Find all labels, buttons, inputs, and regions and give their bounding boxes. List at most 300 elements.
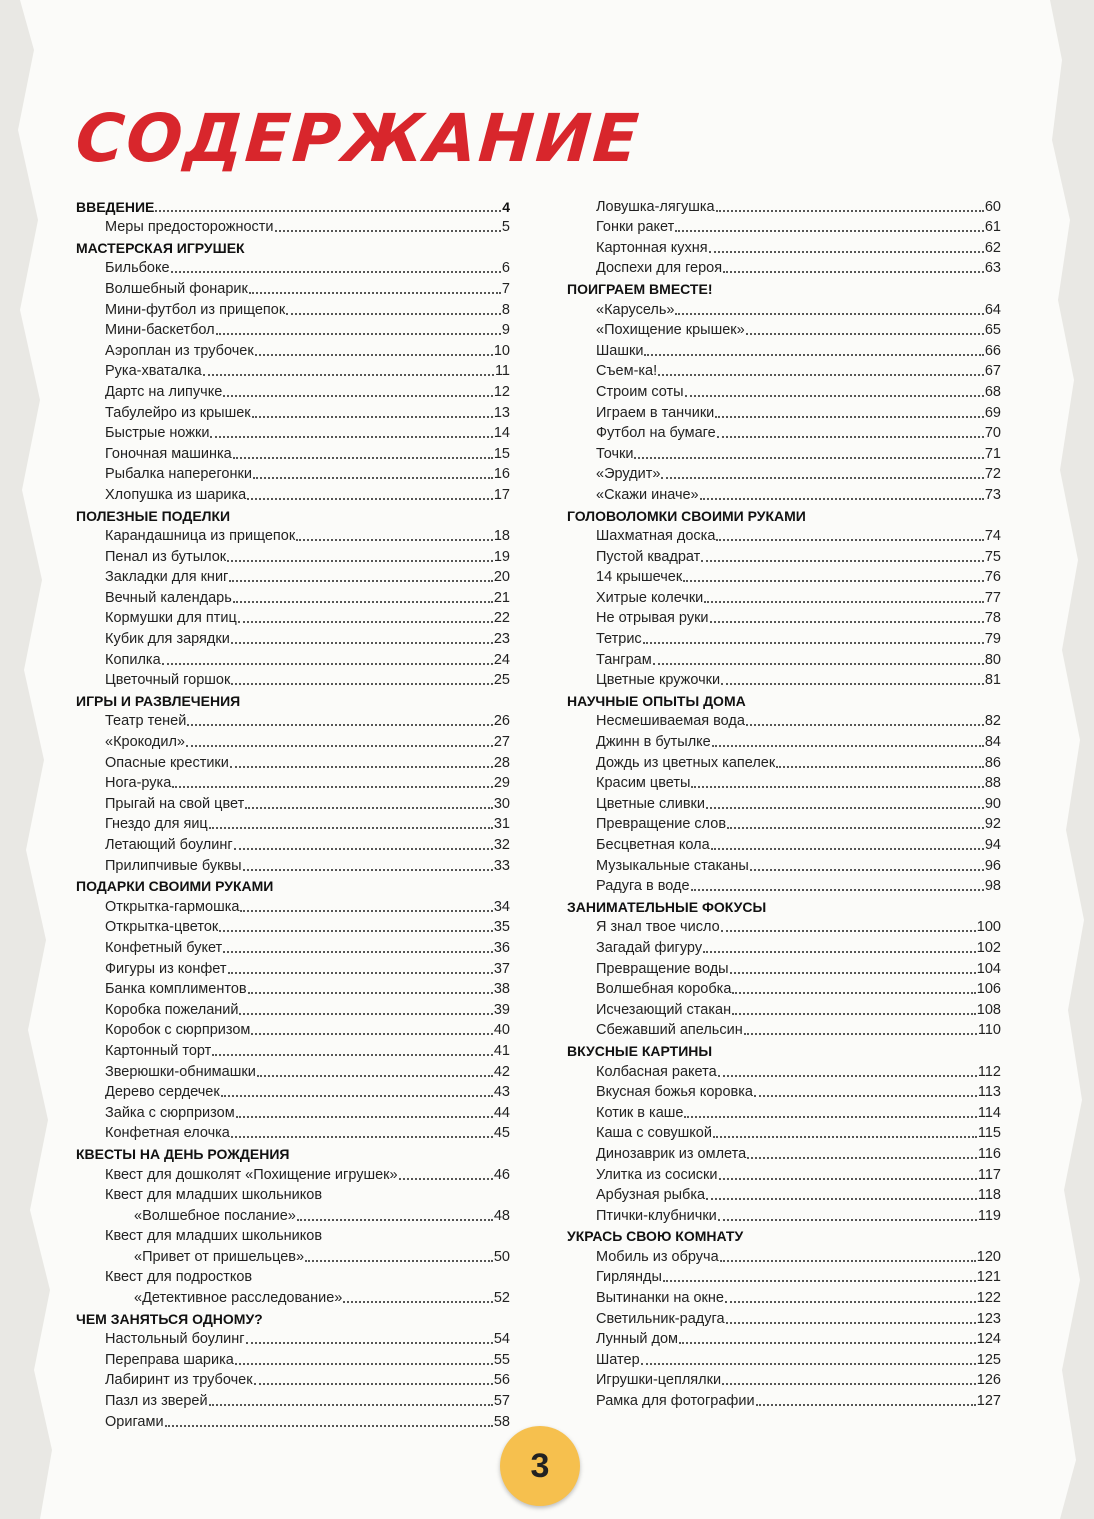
toc-entry-label: Копилка (105, 651, 161, 668)
dot-leader (776, 766, 984, 768)
dot-leader (399, 1178, 493, 1180)
toc-entry-label: Коробок с сюрпризом (105, 1022, 251, 1039)
dot-leader (722, 1383, 976, 1385)
toc-entry-label: Театр теней (105, 713, 187, 730)
dot-leader (683, 580, 984, 582)
toc-entry-label: Фигуры из конфет (105, 960, 227, 977)
dot-leader (286, 313, 501, 315)
dot-leader (747, 1157, 977, 1159)
toc-entry (76, 318, 510, 339)
dot-leader (727, 827, 984, 829)
toc-entry-label: ПОИГРАЕМ ВМЕСТЕ! (567, 280, 713, 297)
dot-leader (209, 827, 493, 829)
toc-entry-page: 46 (493, 1166, 510, 1183)
dot-leader (704, 601, 984, 603)
toc-entry-label: Вкусная божья коровка (596, 1084, 753, 1101)
toc-entry (567, 1327, 1001, 1348)
toc-entry-label: Дерево сердечек (105, 1084, 220, 1101)
dot-leader (710, 621, 984, 623)
toc-entry-label: Переправа шарика (105, 1351, 234, 1368)
toc-entry-label: Дождь из цветных капелек (596, 754, 776, 771)
dot-leader (754, 1095, 977, 1097)
toc-entry (567, 668, 1001, 689)
toc-entry-label: Рамка для фотографии (596, 1393, 755, 1410)
toc-entry (567, 462, 1001, 483)
dot-leader (643, 642, 984, 644)
toc-section-heading (567, 894, 1001, 915)
toc-entry-page: 24 (493, 651, 510, 668)
toc-entry-page: 30 (493, 795, 510, 812)
toc-entry-page: 102 (976, 939, 1001, 956)
toc-entry-label: Футбол на бумаге (596, 425, 716, 442)
toc-entry-page: 12 (493, 383, 510, 400)
toc-entry-page: 79 (984, 631, 1001, 648)
toc-entry-label: Мини-баскетбол (105, 322, 215, 339)
toc-entry-label: Пустой квадрат (596, 548, 701, 565)
toc-entry (567, 606, 1001, 627)
toc-entry-page: 125 (976, 1351, 1001, 1368)
dot-leader (210, 436, 492, 438)
toc-entry-page: 113 (977, 1084, 1001, 1101)
toc-entry-page: 65 (984, 322, 1001, 339)
dot-leader (703, 951, 976, 953)
toc-entry-label: Шашки (596, 342, 644, 359)
toc-entry (76, 956, 510, 977)
toc-entry-page: 44 (493, 1104, 510, 1121)
toc-entry (76, 441, 510, 462)
toc-entry-label: Картонная кухня (596, 239, 708, 256)
toc-entry-label: Превращение воды (596, 960, 729, 977)
dot-leader (675, 313, 983, 315)
toc-entry-label: Квест для младших школьников (105, 1187, 323, 1204)
toc-entry-page: 54 (493, 1331, 510, 1348)
toc-entry-page: 37 (493, 960, 510, 977)
toc-entry-page: 61 (984, 219, 1001, 236)
toc-entry-label: Открытка-цветок (105, 919, 219, 936)
toc-entry-label: Кормушки для птиц (105, 610, 237, 627)
dot-leader (746, 724, 984, 726)
toc-entry-page: 32 (493, 837, 510, 853)
toc-entry-page: 94 (984, 837, 1001, 853)
toc-entry-page: 88 (984, 775, 1001, 792)
toc-section-heading (76, 874, 510, 895)
toc-entry (76, 1244, 510, 1265)
dot-leader (719, 1178, 977, 1180)
toc-entry-label: «Волшебное послание» (134, 1207, 296, 1224)
toc-entry-label: «Крокодил» (105, 734, 185, 751)
toc-entry (567, 956, 1001, 977)
dot-leader (248, 992, 493, 994)
dot-leader (155, 210, 501, 212)
dot-leader (644, 354, 983, 356)
toc-entry-label: Я знал твое число (596, 919, 720, 936)
toc-section-heading (76, 1306, 510, 1327)
toc-entry-label: Хитрые колечки (596, 589, 704, 606)
dot-leader (162, 663, 493, 665)
dot-leader (257, 1075, 493, 1077)
toc-entry (76, 853, 510, 874)
toc-entry-label: УКРАСЬ СВОЮ КОМНАТУ (567, 1228, 744, 1245)
toc-entry (76, 379, 510, 400)
toc-entry-label: КВЕСТЫ НА ДЕНЬ РОЖДЕНИЯ (76, 1145, 290, 1162)
toc-entry (76, 276, 510, 297)
toc-entry-page: 104 (976, 960, 1001, 977)
toc-entry (567, 565, 1001, 586)
toc-entry-label: Оригами (105, 1413, 164, 1430)
toc-entry (76, 1203, 510, 1224)
toc-entry-page: 11 (494, 363, 510, 380)
toc-entry-label: Бильбоке (105, 260, 170, 277)
dot-leader (227, 560, 493, 562)
toc-entry (76, 1080, 510, 1101)
toc-entry-page: 20 (493, 569, 510, 586)
dot-leader (236, 1116, 493, 1118)
toc-entry-label: Цветочный горшок (105, 672, 231, 689)
toc-entry (567, 1244, 1001, 1265)
toc-entry-label: «Привет от пришельцев» (134, 1248, 305, 1265)
dot-leader (243, 869, 493, 871)
toc-entry-page: 6 (501, 260, 510, 277)
toc-entry-page: 119 (977, 1207, 1001, 1224)
toc-entry (76, 1183, 510, 1204)
toc-entry-page: 31 (493, 816, 510, 833)
dot-leader (249, 292, 501, 294)
toc-entry (76, 812, 510, 833)
toc-entry-label: Превращение слов (596, 816, 727, 833)
toc-entry (76, 1347, 510, 1368)
toc-entry-label: Лабиринт из трубочек (105, 1372, 253, 1389)
toc-entry-label: «Скажи иначе» (596, 486, 699, 503)
toc-entry-page: 48 (493, 1207, 510, 1224)
dot-leader (725, 1301, 976, 1303)
toc-entry-page: 92 (984, 816, 1001, 833)
toc-entry-page: 66 (984, 342, 1001, 359)
toc-entry (567, 791, 1001, 812)
toc-entry (76, 421, 510, 442)
toc-entry (567, 1388, 1001, 1409)
dot-leader (746, 333, 984, 335)
dot-leader (706, 1198, 977, 1200)
toc-entry-label: Картонный торт (105, 1042, 212, 1059)
toc-entry-label: Нога-рука (105, 775, 172, 792)
toc-entry-page: 112 (977, 1063, 1001, 1080)
toc-entry (567, 379, 1001, 400)
toc-entry (76, 338, 510, 359)
toc-entry-label: «Похищение крышек» (596, 322, 745, 339)
toc-entry-page: 67 (984, 363, 1001, 380)
toc-entry (76, 709, 510, 730)
dot-leader (296, 539, 493, 541)
dot-leader (240, 910, 492, 912)
dot-leader (186, 745, 493, 747)
toc-entry-label: Гнездо для яиц (105, 816, 208, 833)
toc-entry (567, 585, 1001, 606)
toc-entry-page: 64 (984, 301, 1001, 318)
toc-section-heading (76, 235, 510, 256)
dot-leader (223, 951, 493, 953)
toc-entry-label: Бесцветная кола (596, 837, 710, 853)
toc-entry (76, 894, 510, 915)
toc-entry-label: Летающий боулинг (105, 837, 233, 853)
toc-entry-label: ЧЕМ ЗАНЯТЬСЯ ОДНОМУ? (76, 1310, 263, 1327)
dot-leader (720, 1260, 976, 1262)
dot-leader (231, 642, 493, 644)
toc-entry-page: 56 (493, 1372, 510, 1389)
toc-entry (567, 1080, 1001, 1101)
toc-entry-label: Гонки ракет (596, 219, 675, 236)
toc-entry-label: Кубик для зарядки (105, 631, 230, 648)
toc-entry (76, 1121, 510, 1142)
toc-entry-page: 72 (984, 466, 1001, 483)
toc-entry-label: Дартс на липучке (105, 383, 223, 400)
dot-leader (711, 848, 984, 850)
toc-entry (567, 729, 1001, 750)
toc-entry-page: 84 (984, 734, 1001, 751)
dot-leader (718, 1219, 977, 1221)
dot-leader (221, 1095, 493, 1097)
dot-leader (231, 1136, 493, 1138)
toc-entry-page: 116 (977, 1145, 1001, 1162)
toc-entry (76, 400, 510, 421)
toc-entry-page: 16 (493, 466, 510, 483)
toc-entry-label: Радуга в воде (596, 878, 690, 895)
toc-entry (76, 832, 510, 853)
toc-entry (76, 359, 510, 380)
toc-entry-page: 122 (976, 1290, 1001, 1307)
toc-section-heading (567, 276, 1001, 297)
dot-leader (721, 683, 984, 685)
toc-entry (76, 915, 510, 936)
toc-entry-page: 40 (493, 1022, 510, 1039)
toc-entry (567, 1059, 1001, 1080)
toc-entry (76, 606, 510, 627)
dot-leader (216, 333, 501, 335)
toc-entry-page: 38 (493, 981, 510, 998)
toc-entry-page: 18 (493, 528, 510, 545)
toc-entry (567, 750, 1001, 771)
toc-entry-page: 4 (502, 198, 510, 215)
toc-entry-page: 127 (976, 1393, 1001, 1410)
dot-leader (305, 1260, 493, 1262)
toc-entry-page: 115 (977, 1125, 1001, 1142)
toc-section-heading (76, 688, 510, 709)
dot-leader (254, 1383, 493, 1385)
toc-entry-label: «Карусель» (596, 301, 675, 318)
toc-entry-label: Съем-ка! (596, 363, 658, 380)
toc-entry-label: Гоночная машинка (105, 445, 232, 462)
toc-entry (76, 1224, 510, 1245)
toc-entry (76, 256, 510, 277)
dot-leader (701, 560, 984, 562)
toc-entry (76, 997, 510, 1018)
toc-section-heading (76, 503, 510, 524)
dot-leader (230, 766, 493, 768)
toc-entry-label: Лунный дом (596, 1331, 678, 1348)
toc-entry-page: 90 (984, 795, 1001, 812)
toc-entry (567, 1121, 1001, 1142)
dot-leader (716, 539, 983, 541)
toc-entry (76, 585, 510, 606)
dot-leader (756, 1404, 976, 1406)
toc-entry-page: 29 (493, 775, 510, 792)
toc-entry-page: 81 (984, 672, 1001, 689)
toc-entry-label: Конфетный букет (105, 939, 223, 956)
dot-leader (233, 457, 493, 459)
dot-leader (726, 1322, 976, 1324)
toc-entry-page: 117 (977, 1166, 1001, 1183)
toc-entry (76, 1327, 510, 1348)
dot-leader (717, 436, 984, 438)
dot-leader (212, 1054, 493, 1056)
toc-entry (567, 441, 1001, 462)
toc-entry (567, 626, 1001, 647)
toc-entry-page: 110 (977, 1022, 1001, 1039)
toc-entry-label: Коробка пожеланий (105, 1001, 239, 1018)
dot-leader (229, 580, 493, 582)
toc-entry-label: Котик в каше (596, 1104, 684, 1121)
toc-entry-page: 43 (493, 1084, 510, 1101)
toc-entry-label: Музыкальные стаканы (596, 857, 749, 874)
toc-entry-label: МАСТЕРСКАЯ ИГРУШЕК (76, 239, 245, 256)
toc-entry-page: 126 (976, 1372, 1001, 1389)
toc-entry-label: Прыгай на свой цвет (105, 795, 245, 812)
toc-entry (567, 256, 1001, 277)
toc-entry-page: 10 (493, 342, 510, 359)
toc-entry-label: Танграм (596, 651, 652, 668)
toc-section-heading (567, 1224, 1001, 1245)
toc-entry-label: Загадай фигуру (596, 939, 703, 956)
toc-entry-label: Шатер (596, 1351, 640, 1368)
toc-entry-page: 98 (984, 878, 1001, 895)
dot-leader (275, 230, 501, 232)
toc-entry-label: Прилипчивые буквы (105, 857, 242, 874)
toc-entry (76, 1018, 510, 1039)
toc-entry-label: Гирлянды (596, 1269, 662, 1286)
dot-leader (228, 972, 493, 974)
toc-entry-page: 22 (493, 610, 510, 627)
dot-leader (715, 416, 984, 418)
toc-entry (76, 215, 510, 236)
toc-entry-page: 60 (984, 198, 1001, 215)
toc-entry (567, 1018, 1001, 1039)
toc-entry (567, 194, 1001, 215)
toc-entry-page: 39 (493, 1001, 510, 1018)
toc-entry (76, 935, 510, 956)
toc-entry-label: НАУЧНЫЕ ОПЫТЫ ДОМА (567, 692, 746, 709)
toc-entry-label: Карандашница из прищепок (105, 528, 296, 545)
toc-entry-label: ВВЕДЕНИЕ (76, 198, 155, 215)
toc-entry-label: Опасные крестики (105, 754, 229, 771)
toc-entry-label: Настольный боулинг (105, 1331, 245, 1348)
dot-leader (691, 889, 984, 891)
toc-entry-label: Рука-хваталка (105, 363, 202, 380)
toc-entry-page: 114 (977, 1104, 1001, 1121)
toc-entry-label: Строим соты (596, 383, 684, 400)
toc-entry (76, 297, 510, 318)
dot-leader (239, 1013, 492, 1015)
dot-leader (252, 416, 493, 418)
dot-leader (685, 395, 984, 397)
toc-entry-page: 21 (493, 589, 510, 606)
toc-entry-label: Динозаврик из омлета (596, 1145, 747, 1162)
toc-entry-label: Не отрывая руки (596, 610, 709, 627)
toc-entry-page: 28 (493, 754, 510, 771)
dot-leader (245, 807, 493, 809)
toc-entry-page: 7 (501, 280, 510, 297)
toc-entry-page: 76 (984, 569, 1001, 586)
toc-entry-page: 13 (493, 404, 510, 421)
toc-entry-page: 19 (493, 548, 510, 565)
toc-entry-label: Аэроплан из трубочек (105, 342, 254, 359)
toc-entry (76, 1409, 510, 1430)
toc-entry (567, 997, 1001, 1018)
toc-entry-label: Тетрис (596, 631, 642, 648)
dot-leader (171, 271, 501, 273)
toc-entry (567, 915, 1001, 936)
toc-entry-label: Играем в танчики (596, 404, 715, 421)
toc-entry (567, 338, 1001, 359)
toc-entry-page: 80 (984, 651, 1001, 668)
toc-entry (76, 729, 510, 750)
toc-entry (567, 1285, 1001, 1306)
dot-leader (253, 477, 493, 479)
toc-entry-label: Доспехи для героя (596, 260, 723, 277)
toc-entry-label: Несмешиваемая вода (596, 713, 745, 730)
toc-entry-page: 63 (984, 260, 1001, 277)
toc-entry (76, 977, 510, 998)
toc-entry-label: Хлопушка из шарика (105, 486, 247, 503)
toc-entry-page: 118 (977, 1187, 1001, 1204)
toc-entry-label: ПОЛЕЗНЫЕ ПОДЕЛКИ (76, 507, 231, 524)
dot-leader (231, 683, 493, 685)
toc-entry-page: 42 (493, 1063, 510, 1080)
toc-entry (76, 544, 510, 565)
toc-entry-page: 52 (493, 1290, 510, 1307)
dot-leader (691, 786, 983, 788)
toc-entry-label: Джинн в бутылке (596, 734, 711, 751)
toc-entry-page: 96 (984, 857, 1001, 874)
toc-entry-page: 106 (976, 981, 1001, 998)
dot-leader (663, 1280, 976, 1282)
dot-leader (675, 230, 984, 232)
toc-entry-page: 5 (501, 219, 510, 236)
toc-entry-page: 77 (984, 589, 1001, 606)
toc-entry-label: ЗАНИМАТЕЛЬНЫЕ ФОКУСЫ (567, 898, 767, 915)
toc-section-heading (567, 688, 1001, 709)
dot-leader (251, 1033, 492, 1035)
toc-entry (76, 1285, 510, 1306)
toc-entry-label: Зайка с сюрпризом (105, 1104, 235, 1121)
toc-entry (76, 482, 510, 503)
toc-entry-label: Мини-футбол из прищепок (105, 301, 286, 318)
toc-entry-page: 71 (984, 445, 1001, 462)
toc-entry (76, 462, 510, 483)
toc-entry-label: Банка комплиментов (105, 981, 247, 998)
toc-entry-page: 74 (984, 528, 1001, 545)
toc-entry (76, 1059, 510, 1080)
toc-entry-page: 120 (976, 1248, 1001, 1265)
toc-section-heading (567, 503, 1001, 524)
toc-entry (567, 709, 1001, 730)
toc-entry-page: 78 (984, 610, 1001, 627)
toc-entry-page: 75 (984, 548, 1001, 565)
toc-entry-page: 35 (493, 919, 510, 936)
dot-leader (343, 1301, 493, 1303)
dot-leader (223, 395, 493, 397)
toc-entry-page: 25 (493, 672, 510, 689)
toc-entry-page: 9 (501, 322, 510, 339)
toc-entry (567, 1368, 1001, 1389)
